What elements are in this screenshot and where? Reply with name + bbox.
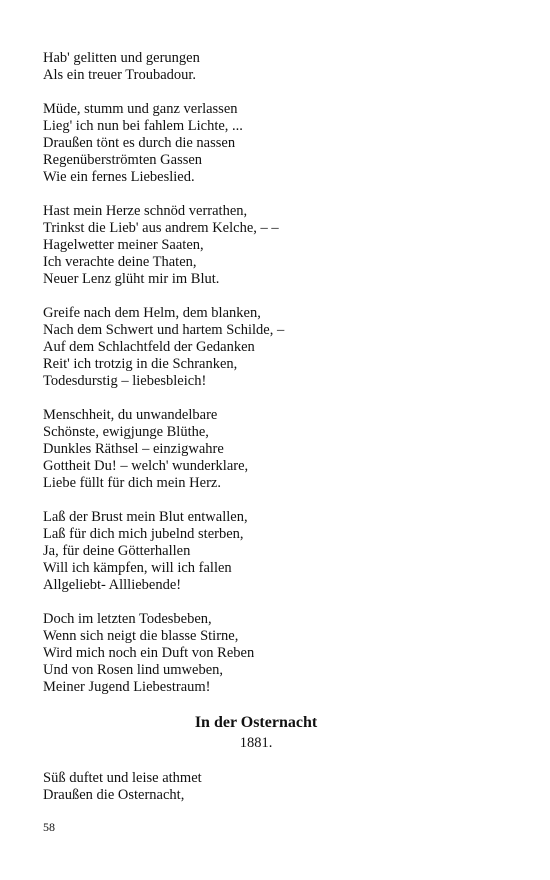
page-number: 58 bbox=[43, 820, 55, 834]
verse-line: Menschheit, du unwandelbare bbox=[43, 407, 218, 423]
poem-year: 1881. bbox=[239, 735, 273, 751]
verse-line: Reit' ich trotzig in die Schranken, bbox=[43, 356, 238, 372]
stanza bbox=[43, 305, 513, 390]
verse-line: Neuer Lenz glüht mir im Blut. bbox=[43, 271, 220, 287]
verse-line: Hab' gelitten und gerungen bbox=[43, 50, 200, 66]
verse-line: Greife nach dem Helm, dem blanken, bbox=[43, 305, 261, 321]
verse-line: Laß für dich mich jubelnd sterben, bbox=[43, 526, 244, 542]
stanza bbox=[43, 509, 513, 594]
verse-line: Gottheit Du! – welch' wunderklare, bbox=[43, 458, 249, 474]
verse-line: Laß der Brust mein Blut entwallen, bbox=[43, 509, 248, 525]
verse-line: Liebe füllt für dich mein Herz. bbox=[43, 475, 221, 491]
verse-line: Doch im letzten Todesbeben, bbox=[43, 611, 212, 627]
verse-line: Lieg' ich nun bei fahlem Lichte, ... bbox=[43, 118, 243, 134]
verse-line: Süß duftet und leise athmet bbox=[43, 770, 202, 786]
stanza bbox=[43, 50, 513, 84]
verse-line: Hagelwetter meiner Saaten, bbox=[43, 237, 204, 253]
verse-line: Dunkles Räthsel – einzigwahre bbox=[43, 441, 224, 457]
poem-opening-stanza bbox=[43, 770, 513, 804]
verse-line: Müde, stumm und ganz verlassen bbox=[43, 101, 238, 117]
verse-line: Ich verachte deine Thaten, bbox=[43, 254, 197, 270]
verse-line: Draußen tönt es durch die nassen bbox=[43, 135, 236, 151]
verse-line: Auf dem Schlachtfeld der Gedanken bbox=[43, 339, 255, 355]
verse-line: Nach dem Schwert und hartem Schilde, – bbox=[43, 322, 285, 338]
verse-line: Und von Rosen lind umweben, bbox=[43, 662, 224, 678]
verse-line: Wie ein fernes Liebeslied. bbox=[43, 169, 195, 185]
stanza bbox=[43, 611, 513, 696]
verse-line: Todesdurstig – liebesbleich! bbox=[43, 373, 207, 389]
stanza bbox=[43, 203, 513, 288]
verse-line: Draußen die Osternacht, bbox=[43, 787, 185, 803]
verse-line: Will ich kämpfen, will ich fallen bbox=[43, 560, 232, 576]
verse-line: Trinkst die Lieb' aus andrem Kelche, – – bbox=[43, 220, 279, 236]
verse-line: Regenüberströmten Gassen bbox=[43, 152, 203, 168]
page-body bbox=[43, 50, 513, 804]
verse-line: Als ein treuer Troubadour. bbox=[43, 67, 197, 83]
verse-line: Ja, für deine Götterhallen bbox=[43, 543, 191, 559]
poem-stanzas bbox=[43, 50, 513, 696]
poem-title: In der Osternacht bbox=[194, 714, 318, 731]
verse-line: Hast mein Herze schnöd verrathen, bbox=[43, 203, 248, 219]
verse-line: Wird mich noch ein Duft von Reben bbox=[43, 645, 255, 661]
verse-line: Meiner Jugend Liebestraum! bbox=[43, 679, 211, 695]
stanza bbox=[43, 407, 513, 492]
verse-line: Allgeliebt- Allliebende! bbox=[43, 577, 182, 593]
verse-line: Wenn sich neigt die blasse Stirne, bbox=[43, 628, 239, 644]
verse-line: Schönste, ewigjunge Blüthe, bbox=[43, 424, 209, 440]
stanza bbox=[43, 101, 513, 186]
